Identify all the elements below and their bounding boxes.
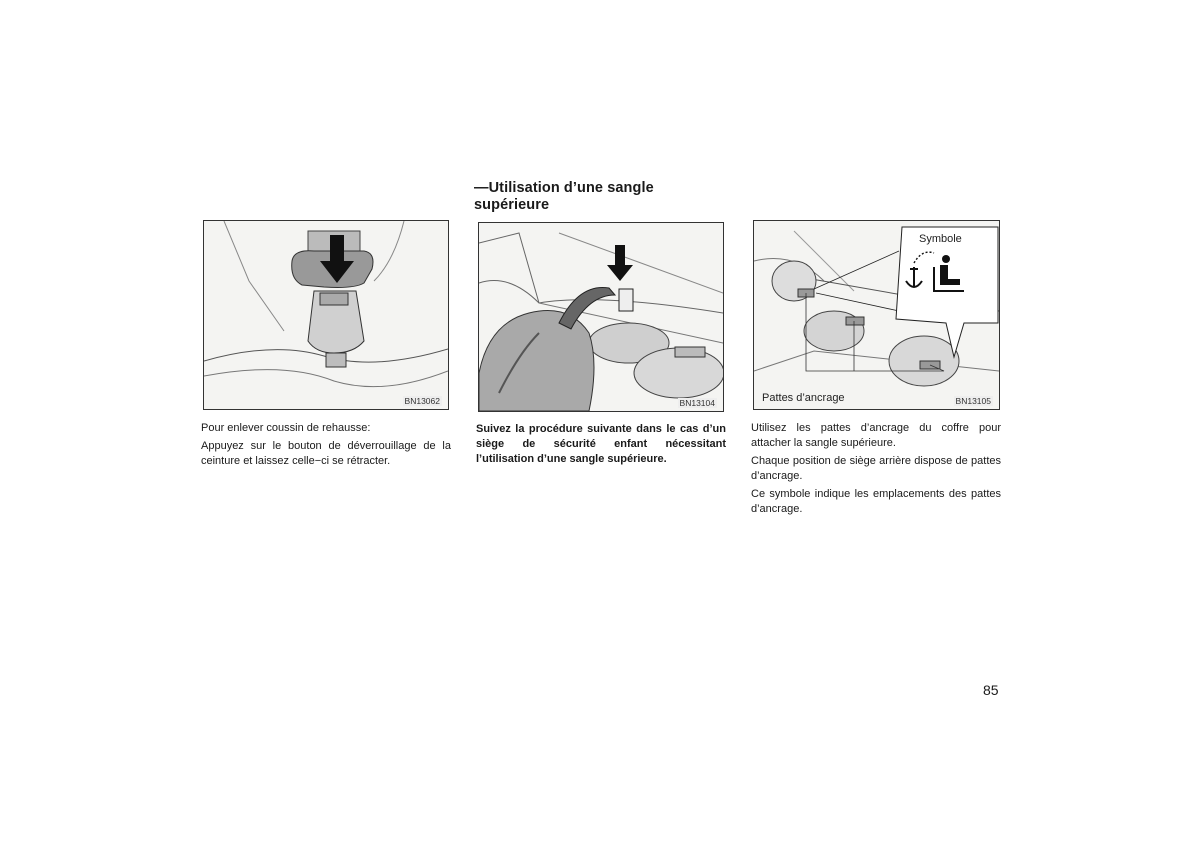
paragraph: Ce symbole indique les emplacements des pattes d’ancrage. xyxy=(751,488,1001,515)
anchor-brackets-illustration xyxy=(753,220,1000,410)
figure-code: BN13062 xyxy=(404,396,440,406)
seatbelt-buckle-illustration xyxy=(203,220,449,410)
top-tether-strap-illustration xyxy=(478,222,724,412)
page-number: 85 xyxy=(983,682,999,698)
anchor-brackets-label: Pattes d’ancrage xyxy=(762,392,845,404)
paragraph: Chaque position de siège arrière dispose de pattes d’ancrage. xyxy=(751,455,1001,482)
section-heading: —Utilisation d’une sangle supérieure xyxy=(474,180,654,213)
figure-code: BN13104 xyxy=(679,398,715,408)
paragraph: Appuyez sur le bouton de déverrouillage de la ceinture et laissez celle−ci se rétracter. xyxy=(201,440,451,467)
figure-code: BN13105 xyxy=(955,396,991,406)
paragraph: Suivez la procédure suivante dans le cas d’un siège de sécurité enfant nécessitant l’utilisation d’une sangle supérieure. xyxy=(476,423,726,465)
column-3-text xyxy=(751,421,1001,520)
column-2-text xyxy=(476,422,726,470)
column-1-text xyxy=(201,421,451,472)
paragraph: Pour enlever coussin de rehausse: xyxy=(201,422,371,434)
symbol-label: Symbole xyxy=(919,233,962,245)
paragraph: Utilisez les pattes d’ancrage du coffre pour attacher la sangle supérieure. xyxy=(751,422,1001,449)
